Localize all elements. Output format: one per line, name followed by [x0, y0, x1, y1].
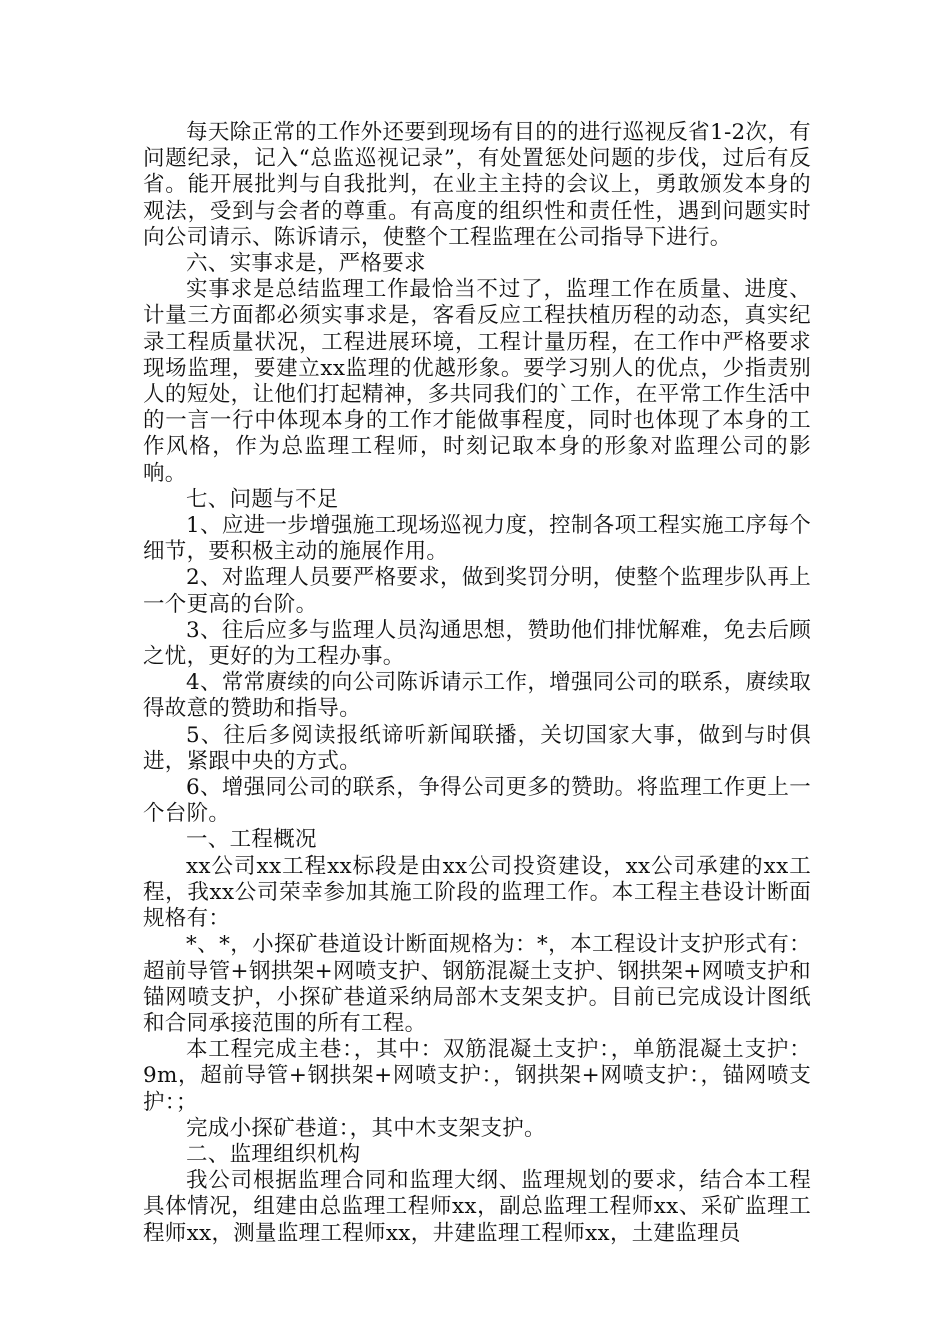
- section-heading-6: 六、实事求是，严格要求: [186, 251, 426, 277]
- section-heading-2: 二、监理组织机构: [186, 1141, 361, 1167]
- paragraph-truth-seeking: 实事求是总结监理工作最恰当不过了，监理工作在质量、进度、计量三方面都必须实事求是，客看反应工程扶植历程的动态，真实纪录工程质量状况，工程进展环境，工程计量历程，在工作中严格要求现场监理，要建立xx监理的优越形象。要学习别人的优点，少指责别人的短处，让他们打起精神，多共同我们的`工作，在平常工作生活中的一言一行中体现本身的工作才能做事程度，同时也体现了本身的工作风格，作为总监理工程师，时刻记取本身的形象对监理公司的影响。: [143, 277, 811, 486]
- section-heading-1: 一、工程概况: [186, 827, 317, 853]
- paragraph-exploration-roadway: 完成小探矿巷道：，其中木支架支护。: [186, 1115, 546, 1141]
- paragraph-organization: 我公司根据监理合同和监理大纲、监理规划的要求，结合本工程具体情况，组建由总监理工程师xx，副总监理工程师xx、采矿监理工程师xx，测量监理工程师xx，井建监理工程师xx，土建监理员: [143, 1168, 811, 1246]
- list-item-4: 4、常常赓续的向公司陈诉请示工作，增强同公司的联系，赓续取得故意的赞助和指导。: [143, 670, 811, 722]
- paragraph-support-forms: *、*，小探矿巷道设计断面规格为：*，本工程设计支护形式有：超前导管+钢拱架+网喷支护、钢筋混凝土支护、钢拱架+网喷支护和锚网喷支护，小探矿巷道采纳局部木支架支护。目前已完成设计图纸和合同承接范围的所有工程。: [143, 932, 811, 1036]
- paragraph-project-overview: xx公司xx工程xx标段是由xx公司投资建设，xx公司承建的xx工程，我xx公司荣幸参加其施工阶段的监理工作。本工程主巷设计断面规格有：: [143, 853, 811, 932]
- list-item-1: 1、应进一步增强施工现场巡视力度，控制各项工程实施工序每个细节，要积极主动的施展作用。: [143, 513, 811, 565]
- list-item-6: 6、增强同公司的联系，争得公司更多的赞助。将监理工作更上一个台阶。: [143, 775, 811, 827]
- document-body: [143, 120, 811, 1247]
- list-item-3: 3、往后应多与监理人员沟通思想，赞助他们排忧解难，免去后顾之忧，更好的为工程办事。: [143, 617, 811, 670]
- paragraph-main-roadway: 本工程完成主巷：，其中：双筋混凝土支护：，单筋混凝土支护：9m，超前导管+钢拱架+网喷支护：，钢拱架+网喷支护：，锚网喷支护：；: [143, 1037, 811, 1115]
- section-heading-7: 七、问题与不足: [186, 486, 339, 512]
- list-item-5: 5、往后多阅读报纸谛听新闻联播，关切国家大事，做到与时俱进，紧跟中央的方式。: [143, 722, 811, 774]
- paragraph-inspection: 每天除正常的工作外还要到现场有目的的进行巡视反省1-2次，有问题纪录，记入“总监巡视记录”，有处置惩处问题的步伐，过后有反省。能开展批判与自我批判，在业主主持的会议上，勇敢颁发本身的观法，受到与会者的尊重。有高度的组织性和责任性，遇到问题实时向公司请示、陈诉请示，使整个工程监理在公司指导下进行。: [143, 120, 811, 250]
- list-item-2: 2、对监理人员要严格要求，做到奖罚分明，使整个监理步队再上一个更高的台阶。: [143, 565, 811, 617]
